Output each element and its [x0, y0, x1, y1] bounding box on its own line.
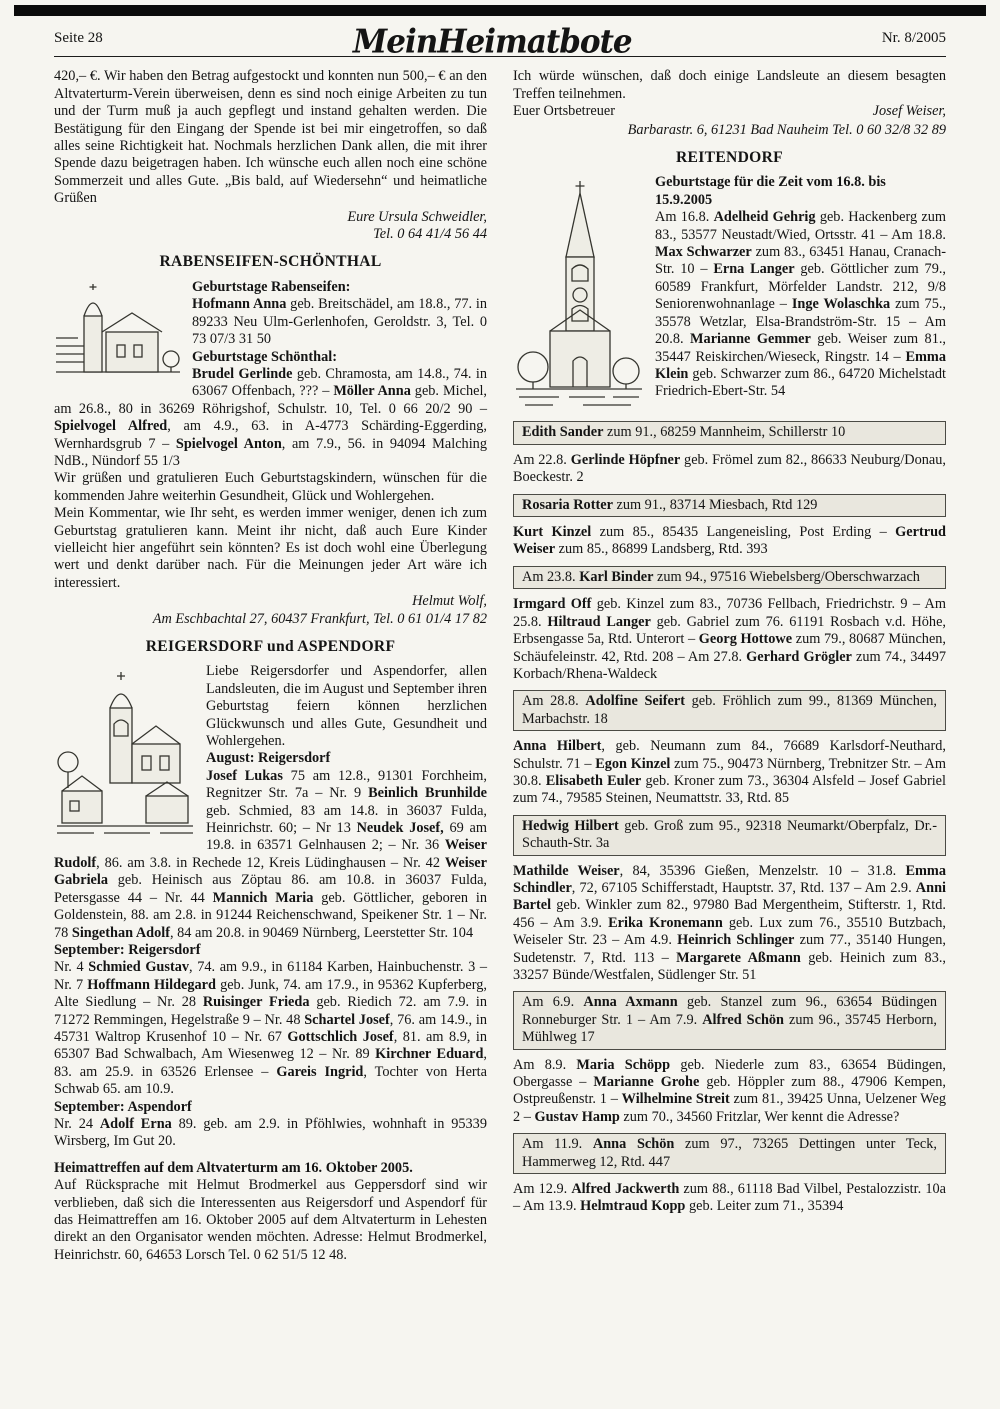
tall-church-illustration	[513, 177, 645, 413]
issue-number: Nr. 8/2005	[881, 30, 946, 46]
section-heading-rabenseifen: RABENSEIFEN-SCHÖNTHAL	[159, 253, 382, 271]
reigersdorf-subhead-september: September: Reigersdorf	[54, 941, 201, 958]
ortsbetreuer-address: Barbarastr. 6, 61231 Bad Nauheim Tel. 0 60 32/8 32 89	[627, 121, 946, 138]
reitendorf-section	[513, 174, 946, 414]
signature-name: Eure Ursula Schweidler,	[347, 208, 487, 225]
reigersdorf-birthdays-august: Josef Lukas 75 am 12.8., 91301 Forchheim, Regnitzer Str. 7a – Nr. 9 Beinlich Brunhilde geb. Schmied, 83 am 14.8. in 36037 Fulda, Heinrichstr. 60; – Nr 13 Neudek Josef, 69 am 19.8. in 63571 Gelnhausen 2; – Nr. 36 Weiser Rudolf, 86. am 3.8. in Rechede 12, Kreis Lüdinghausen – Nr. 42 Weiser Gabriela geb. Heinisch aus Zöptau 86. am 10.8. in 36037 Fulda, Petersgasse 44 – Nr. 44 Mannich Maria geb. Göttlicher, geboren in Goldenstein, 88. am 2.8. in 91244 Reichenschwand, Speikener Str. 1 – Nr. 78 Singethan Adolf, 84 am 20.8. in 90469 Nürnberg, Leerstetter Str. 104	[54, 767, 487, 941]
section-heading-reigersdorf: REIGERSDORF und ASPENDORF	[145, 638, 396, 655]
reigersdorf-birthdays-september: Nr. 4 Schmied Gustav, 74. am 9.9., in 61184 Karben, Hainbuchenstr. 3 – Nr. 7 Hoffmann Hildegard geb. Junk, 74. am 17.9., in 95362 Kupferberg, Alte Siedlung – Nr. 28 Ruisinger Frieda geb. Riedich 72. am 7.9. in 71272 Remmingen, Hegelstraße 9 – Nr. 48 Schartel Josef, 76. am 14.9., in 45731 Waltrop Krusenhof 10 – Nr. 67 Gottschlich Josef, 81. am 8.9, in 65307 Bad Schwalbach, Am Wiesenweg 12 – Nr. 89 Kirchner Eduard, 83. am 25.9. in 63526 Erlensee – Gareis Ingrid, Tochter von Herta Schwab 65. am 10.9.	[54, 959, 488, 1098]
boxed-birthday-entry: Am 11.9. Anna Schön zum 97., 73265 Dettingen unter Teck, Hammerweg 12, Rtd. 447	[513, 1133, 946, 1174]
birthday-entry: Mathilde Weiser, 84, 35396 Gießen, Menzelstr. 10 – 31.8. Emma Schindler, 72, 67105 Schifferstadt, Hauptstr. 37, Rtd. 137 – Am 2.9. Anni Bartel geb. Winkler zum 82., 97980 Bad Mergentheim, Stifterstr. 1, Rtd. 456 – Am 3.9. Erika Kronemann geb. Lux zum 76., 35510 Butzbach, Weiseler Str. 23 – Am 4.9. Heinrich Schlinger zum 77., 35140 Hungen, Sudetenstr. 7, Rtd. 113 – Margarete Aßmann geb. Heinich zum 83., 33257 Bünde/Westfalen, Südlenger Str. 51	[513, 862, 946, 983]
ortsbetreuer-label: Euer Ortsbetreuer	[513, 103, 616, 120]
wish-paragraph: Ich würde wünschen, daß doch einige Landsleute an diesem besagten Treffen teilnehmen.	[513, 68, 946, 102]
reitendorf-subhead: Geburtstage für die Zeit vom 16.8. bis 15.9.2005	[655, 174, 886, 208]
boxed-birthday-entry: Hedwig Hilbert geb. Groß zum 95., 92318 Neumarkt/Oberpfalz, Dr.-Schauth-Str. 3a	[513, 815, 946, 856]
boxed-birthday-entry: Am 23.8. Karl Binder zum 94., 97516 Wiebelsberg/Oberschwarzach	[513, 566, 946, 589]
reigersdorf-section	[54, 663, 487, 1150]
donation-paragraph: 420,– €. Wir haben den Betrag aufgestockt und konnten nun 500,– € an den Altvaterturm-Verein überweisen, denn es sind noch einige Arbeiten zu tun und der Turm muß ja auch gepflegt und instand gehalten werden. Die Bestätigung für den Eingang der Spende ist bei mir eingetroffen, so daß alles seine Richtigkeit hat. Nochmals herzlichen Dank allen, die mit ihrer Spende dazu beigetragen haben. Ich wünsche euch allen noch eine schöne Sommerzeit und alles Gute. „Bis bald, auf Wiedersehn“ und heimatliche Grüßen	[54, 68, 487, 207]
heimattreffen-paragraph: Auf Rücksprache mit Helmut Brodmerkel aus Geppersdorf sind wir verblieben, daß sich die Interessenten aus Reigersdorf und Aspendorf für das Heimattreffen am 16. Oktober 2005 auf dem Altvaterturm in Lehesten direkt an den Organisator wenden möchten. Adresse: Helmut Brodmerkel, Heinrichstr. 60, 64653 Lorsch Tel. 0 62 51/5 12 48.	[54, 1177, 487, 1263]
left-column	[54, 68, 487, 1264]
aspendorf-birthdays-september: Nr. 24 Adolf Erna 89. geb. am 2.9. in Pföhlwies, wohnhaft in 95339 Wirsberg, Im Gut 20.	[54, 1115, 487, 1150]
village-church-illustration	[54, 666, 196, 838]
birthday-entry: Am 22.8. Gerlinde Höpfner geb. Frömel zum 82., 86633 Neuburg/Donau, Boeckestr. 2	[513, 451, 946, 486]
boxed-birthday-entry: Am 6.9. Anna Axmann geb. Stanzel zum 96., 63654 Büdingen Ronneburger Str. 1 – Am 7.9. Alfred Schön zum 96., 35745 Herborn, Mühlweg 17	[513, 991, 946, 1049]
comment-paragraph: Mein Kommentar, wie Ihr seht, es werden immer weniger, denen ich zum Geburtstag gratulieren kann. Meint ihr nicht, daß auch Eure Kinder vielleicht hier angeführt sein könnten? Es ist doch wohl eine Überlegung wert und denkt darüber nach. Für die Meinungen jeder Art wäre ich interessiert.	[54, 505, 487, 591]
reitendorf-birthdays: Am 16.8. Adelheid Gehrig geb. Hackenberg zum 83., 53577 Neustadt/Wied, Ortsstr. 41 – Am 18.8. Max Schwarzer zum 83., 63451 Hanau, Cranach-Str. 10 – Erna Langer geb. Göttlicher zum 79., 60589 Frankfurt, Mörfelder Landstr. 212, 9/8 Seniorenwohnanlage – Inge Wolaschka zum 75., 35578 Wetzlar, Elsa-Brandström-Str. 15 – Am 20.8. Marianne Gemmer geb. Weiser zum 81., 35447 Reiskirchen/Wieseck, Ringstr. 14 – Emma Klein geb. Schwarzer zum 86., 64720 Michelstadt Friedrich-Ebert-Str. 54	[655, 209, 947, 400]
rabenseifen-birthdays-1: Hofmann Anna geb. Breitschädel, am 18.8., 77. in 89233 Neu Ulm-Gerlenhofen, Geroldstr. 3, Tel. 0 73 07/3 31 50	[192, 296, 487, 348]
rabenseifen-birthdays-2: Brudel Gerlinde geb. Chramosta, am 14.8., 74. in 63067 Offenbach, ??? – Möller Anna geb. Michel, am 26.8., 80 in 36269 Röhrigshof, Schulstr. 10, Tel. 0 66 20/2 90 – Spielvogel Alfred, am 4.9., 63. in A-4773 Schärding-Eggerding, Wernhardsgrub 7 – Spielvogel Anton, am 7.9., 56. in 94094 Malching NdB., Nündorf 55 1/3	[54, 365, 488, 469]
reigersdorf-subhead-august: August: Reigersdorf	[206, 750, 331, 767]
signature-address: Am Eschbachtal 27, 60437 Frankfurt, Tel. 0 61 01/4 17 82	[152, 610, 487, 627]
birthday-entry: Irmgard Off geb. Kinzel zum 83., 70736 Fellbach, Friedrichstr. 9 – Am 25.8. Hiltraud Langer geb. Gabriel zum 76. 61191 Rosbach v.d. Höhe, Erbsengasse 5a, Rtd. Unterort – Georg Hottowe zum 79., 80687 München, Schäufeleinstr. 42, Rtd. 208 – Am 27.8. Gerhard Grögler zum 74., 34497 Korbach/Rhena-Waldeck	[513, 596, 947, 682]
birthday-entry: Anna Hilbert, geb. Neumann zum 84., 76689 Karlsdorf-Neuthard, Schulstr. 71 – Egon Kinzel zum 75., 90473 Nürnberg, Trebnitzer Str. – Am 30.8. Elisabeth Euler geb. Kroner zum 73., 36304 Alsfeld – Josef Gabriel zum 74., 79585 Steinen, Neumattstr. 33, Rtd. 85	[513, 738, 947, 807]
greeting-paragraph: Wir grüßen und gratulieren Euch Geburtstagskindern, wünschen für die kommenden Jahre weiterhin Gesundheit, Glück und Wohlergehen.	[54, 470, 487, 504]
ortsbetreuer-name: Josef Weiser,	[872, 103, 946, 120]
birthday-entry: Am 8.9. Maria Schöpp geb. Niederle zum 83., 63654 Büdingen, Obergasse – Marianne Grohe geb. Höppler zum 88., 47906 Kempen, Ostpreußenstr. 1 – Wilhelmine Streit zum 81., 39425 Unna, Uelzener Weg 2 – Gustav Hamp zum 70., 34560 Fritzlar, Wer kennt die Adresse?	[513, 1056, 947, 1125]
boxed-birthday-entry: Am 28.8. Adolfine Seifert geb. Fröhlich zum 99., 81369 München, Marbachstr. 18	[513, 690, 946, 731]
rabenseifen-section	[54, 279, 487, 470]
aspendorf-subhead-september: September: Aspendorf	[54, 1098, 192, 1115]
boxed-birthday-entry: Edith Sander zum 91., 68259 Mannheim, Schillerstr 10	[513, 421, 946, 444]
signature-phone: Tel. 0 64 41/4 56 44	[373, 226, 487, 243]
right-column	[513, 68, 946, 1264]
masthead-logo: MeinHeimatbote	[352, 23, 632, 61]
scan-artifact-bar	[14, 5, 986, 16]
birthday-entries-list	[513, 421, 946, 1215]
birthday-entry: Am 12.9. Alfred Jackwerth zum 88., 61118 Bad Vilbel, Pestalozzistr. 10a – Am 13.9. Helmtraud Kopp geb. Leiter zum 71., 35394	[513, 1181, 946, 1215]
page-header	[54, 23, 946, 61]
column-layout	[54, 68, 946, 1264]
boxed-birthday-entry: Rosaria Rotter zum 91., 83714 Miesbach, Rtd 129	[513, 494, 946, 517]
section-heading-reitendorf: REITENDORF	[676, 149, 783, 167]
ortsbetreuer-line	[513, 103, 946, 120]
page-number: Seite 28	[54, 30, 103, 46]
church-landscape-illustration	[54, 282, 182, 384]
heimattreffen-heading: Heimattreffen auf dem Altvaterturm am 16. Oktober 2005.	[54, 1159, 413, 1176]
reigersdorf-intro: Liebe Reigersdorfer und Aspendorfer, allen Landsleuten, die im August und September ihren Geburtstag feiern können herzlichen Glückwunsch und alles Gute, Gesundheit und Wohlergehen.	[206, 663, 487, 750]
signature-name: Helmut Wolf,	[412, 593, 487, 610]
rabenseifen-subhead-1: Geburtstage Rabenseifen:	[192, 278, 351, 295]
signature-wolf	[54, 593, 487, 628]
rabenseifen-subhead-2: Geburtstage Schönthal:	[192, 348, 337, 365]
birthday-entry: Kurt Kinzel zum 85., 85435 Langeneisling, Post Erding – Gertrud Weiser zum 85., 86899 Landsberg, Rtd. 393	[513, 524, 946, 558]
signature-schweidler	[54, 209, 487, 244]
